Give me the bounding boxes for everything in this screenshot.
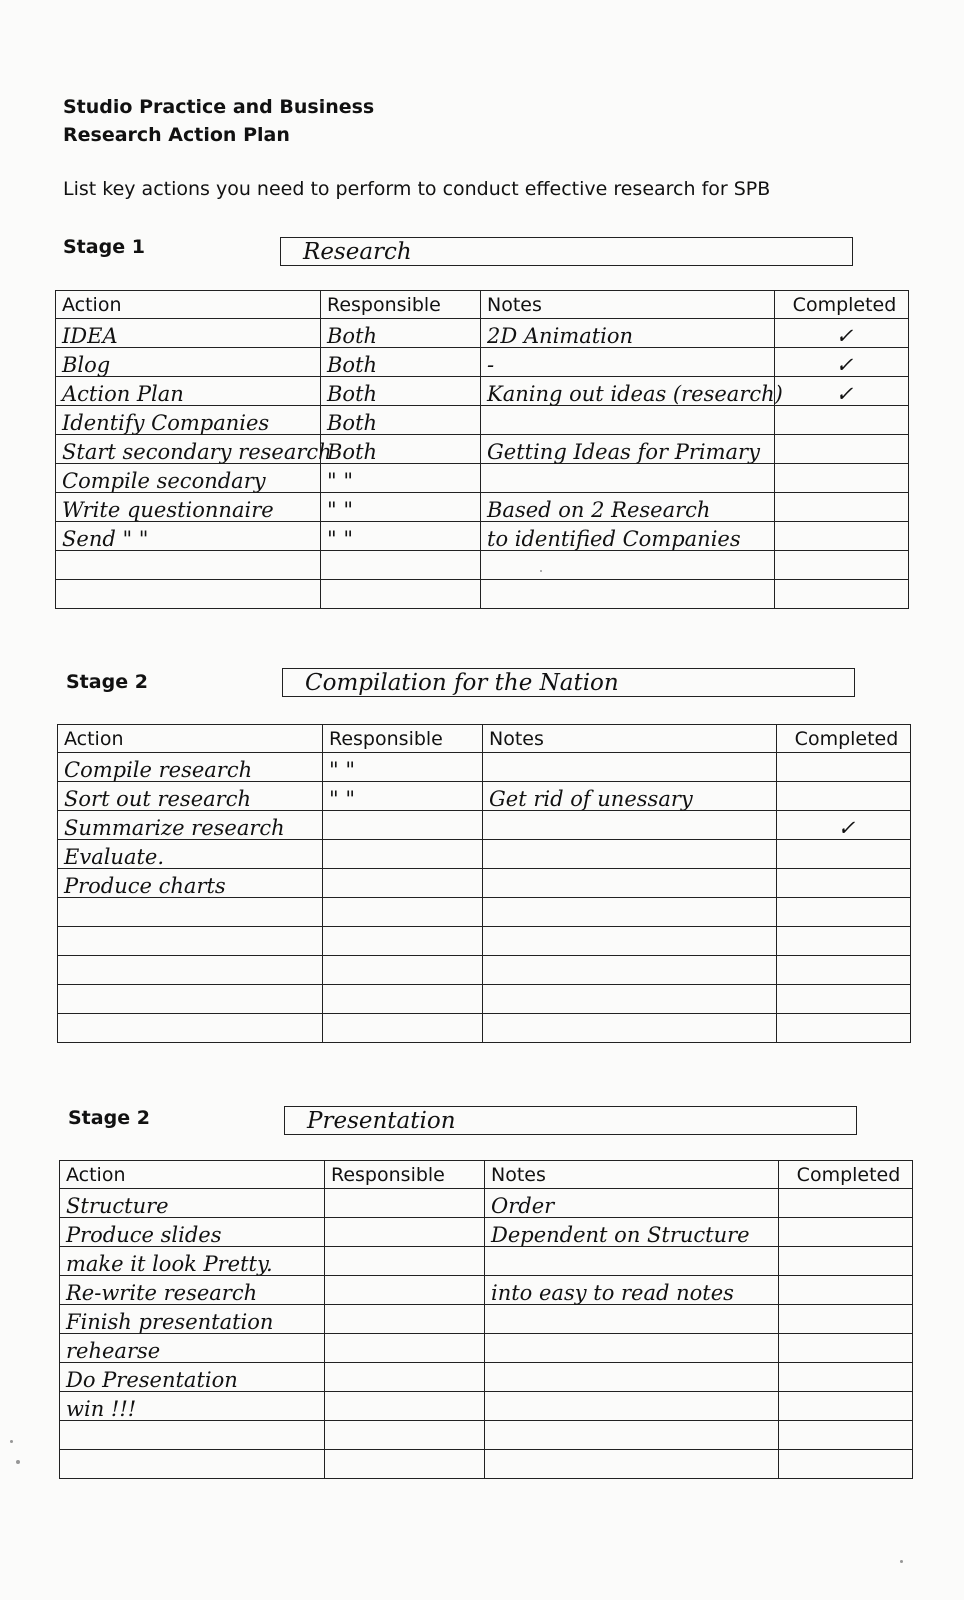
cell-action: Summarize research [58, 811, 323, 840]
cell-notes [481, 580, 775, 609]
cell-completed [777, 753, 911, 782]
cell-responsible: Both [321, 377, 481, 406]
document-title-line2: Research Action Plan [63, 124, 290, 146]
table-row [60, 1421, 913, 1450]
cell-action: Structure [60, 1189, 325, 1218]
cell-action [58, 1014, 323, 1043]
table-row [58, 782, 911, 811]
table-row [60, 1247, 913, 1276]
cell-responsible [323, 1014, 483, 1043]
table-row [58, 869, 911, 898]
column-header-responsible: Responsible [323, 725, 483, 753]
table-row [56, 435, 909, 464]
stage-1-table [55, 290, 909, 609]
stage-1-label: Stage 1 [63, 236, 145, 258]
stage-3-table [59, 1160, 913, 1479]
cell-responsible: " " [321, 493, 481, 522]
column-header-notes: Notes [481, 291, 775, 319]
cell-completed [777, 782, 911, 811]
cell-completed [779, 1421, 913, 1450]
cell-completed: ✓ [775, 348, 909, 377]
cell-responsible: Both [321, 406, 481, 435]
table-row [56, 348, 909, 377]
cell-completed [775, 493, 909, 522]
cell-notes [481, 406, 775, 435]
cell-action [56, 551, 321, 580]
table-row [60, 1218, 913, 1247]
table-row [58, 956, 911, 985]
table-row [60, 1276, 913, 1305]
cell-responsible [325, 1305, 485, 1334]
cell-action: Compile research [58, 753, 323, 782]
cell-action: Evaluate. [58, 840, 323, 869]
cell-completed [779, 1334, 913, 1363]
table-row [58, 985, 911, 1014]
stage-3-label: Stage 2 [68, 1107, 150, 1129]
cell-action: Start secondary research [56, 435, 321, 464]
cell-action [56, 580, 321, 609]
table-row [60, 1305, 913, 1334]
cell-responsible [325, 1363, 485, 1392]
paper-speck [540, 570, 542, 572]
cell-action: Send " " [56, 522, 321, 551]
cell-completed [775, 580, 909, 609]
cell-notes [483, 753, 777, 782]
cell-action: make it look Pretty. [60, 1247, 325, 1276]
cell-action: rehearse [60, 1334, 325, 1363]
cell-action [60, 1450, 325, 1479]
column-header-notes: Notes [485, 1161, 779, 1189]
cell-responsible [321, 551, 481, 580]
cell-action [58, 927, 323, 956]
cell-responsible [325, 1276, 485, 1305]
table-header-row [58, 725, 911, 753]
stage-2-name: Compilation for the Nation [305, 670, 619, 696]
cell-completed [779, 1450, 913, 1479]
cell-notes: Getting Ideas for Primary [481, 435, 775, 464]
table-row [60, 1189, 913, 1218]
cell-action [58, 898, 323, 927]
table-row [56, 551, 909, 580]
cell-responsible [321, 580, 481, 609]
cell-completed: ✓ [777, 811, 911, 840]
cell-action: win !!! [60, 1392, 325, 1421]
table-row [58, 840, 911, 869]
cell-completed [777, 956, 911, 985]
cell-notes: - [481, 348, 775, 377]
cell-responsible [325, 1218, 485, 1247]
cell-action [60, 1421, 325, 1450]
cell-notes [485, 1421, 779, 1450]
cell-notes [485, 1305, 779, 1334]
cell-responsible [323, 869, 483, 898]
cell-action: Produce charts [58, 869, 323, 898]
cell-notes [483, 840, 777, 869]
cell-completed [779, 1392, 913, 1421]
cell-action: Finish presentation [60, 1305, 325, 1334]
cell-completed [779, 1276, 913, 1305]
column-header-responsible: Responsible [325, 1161, 485, 1189]
cell-completed [777, 869, 911, 898]
cell-notes: Order [485, 1189, 779, 1218]
cell-responsible: Both [321, 319, 481, 348]
cell-notes [483, 869, 777, 898]
cell-action: Action Plan [56, 377, 321, 406]
table-header-row [60, 1161, 913, 1189]
cell-notes: Kaning out ideas (research) [481, 377, 775, 406]
table-row [56, 464, 909, 493]
cell-notes [483, 898, 777, 927]
column-header-action: Action [58, 725, 323, 753]
cell-notes [485, 1450, 779, 1479]
cell-responsible [323, 898, 483, 927]
column-header-action: Action [60, 1161, 325, 1189]
cell-action: Produce slides [60, 1218, 325, 1247]
table-row [58, 927, 911, 956]
cell-responsible [323, 840, 483, 869]
document-title-line1: Studio Practice and Business [63, 96, 375, 118]
cell-completed [779, 1218, 913, 1247]
cell-completed [777, 840, 911, 869]
cell-responsible [325, 1450, 485, 1479]
cell-completed [779, 1247, 913, 1276]
cell-action [58, 985, 323, 1014]
cell-action: Sort out research [58, 782, 323, 811]
stage-1-name-box [280, 237, 853, 266]
paper-speck [900, 1560, 903, 1563]
cell-notes: Get rid of unessary [483, 782, 777, 811]
cell-responsible [325, 1392, 485, 1421]
cell-action: IDEA [56, 319, 321, 348]
cell-completed [779, 1305, 913, 1334]
cell-responsible [325, 1189, 485, 1218]
cell-notes: Dependent on Structure [485, 1218, 779, 1247]
table-row [58, 753, 911, 782]
cell-action: Write questionnaire [56, 493, 321, 522]
cell-responsible [323, 985, 483, 1014]
cell-responsible [325, 1334, 485, 1363]
cell-notes [481, 464, 775, 493]
stage-3-name: Presentation [307, 1108, 456, 1134]
table-row [56, 406, 909, 435]
instructions-text: List key actions you need to perform to conduct effective research for SPB [63, 178, 771, 200]
table-row [58, 898, 911, 927]
stage-2-name-box [282, 668, 855, 697]
table-row [56, 493, 909, 522]
cell-action: Blog [56, 348, 321, 377]
cell-notes [483, 811, 777, 840]
column-header-completed: Completed [779, 1161, 913, 1189]
cell-action: Do Presentation [60, 1363, 325, 1392]
table-row [56, 319, 909, 348]
table-row [60, 1363, 913, 1392]
cell-responsible: " " [321, 464, 481, 493]
cell-notes [483, 927, 777, 956]
stage-2-table [57, 724, 911, 1043]
table-row [58, 1014, 911, 1043]
table-row [56, 580, 909, 609]
cell-notes [485, 1247, 779, 1276]
column-header-responsible: Responsible [321, 291, 481, 319]
cell-notes [483, 1014, 777, 1043]
table-row [60, 1392, 913, 1421]
paper-speck [10, 1440, 13, 1443]
cell-responsible [323, 956, 483, 985]
cell-notes: to identified Companies [481, 522, 775, 551]
cell-notes [485, 1392, 779, 1421]
stage-1-name: Research [303, 239, 412, 265]
table-header-row [56, 291, 909, 319]
table-row [60, 1334, 913, 1363]
cell-completed: ✓ [775, 319, 909, 348]
cell-action: Compile secondary [56, 464, 321, 493]
cell-responsible [325, 1421, 485, 1450]
cell-completed: ✓ [775, 377, 909, 406]
cell-completed [775, 551, 909, 580]
cell-notes: Based on 2 Research [481, 493, 775, 522]
paper-speck [16, 1460, 20, 1464]
cell-responsible: " " [321, 522, 481, 551]
column-header-completed: Completed [775, 291, 909, 319]
cell-action: Re-write research [60, 1276, 325, 1305]
cell-action [58, 956, 323, 985]
table-row [60, 1450, 913, 1479]
cell-completed [779, 1363, 913, 1392]
cell-completed [777, 898, 911, 927]
cell-completed [775, 464, 909, 493]
cell-completed [775, 522, 909, 551]
cell-responsible [323, 927, 483, 956]
cell-responsible: " " [323, 782, 483, 811]
table-row [58, 811, 911, 840]
cell-notes: into easy to read notes [485, 1276, 779, 1305]
cell-completed [777, 985, 911, 1014]
cell-responsible: " " [323, 753, 483, 782]
cell-notes: 2D Animation [481, 319, 775, 348]
cell-completed [777, 1014, 911, 1043]
cell-notes [483, 985, 777, 1014]
cell-responsible: Both [321, 435, 481, 464]
cell-completed [779, 1189, 913, 1218]
cell-responsible: Both [321, 348, 481, 377]
stage-2-label: Stage 2 [66, 671, 148, 693]
cell-completed [775, 435, 909, 464]
cell-notes [481, 551, 775, 580]
cell-responsible [325, 1247, 485, 1276]
table-row [56, 377, 909, 406]
cell-responsible [323, 811, 483, 840]
stage-3-name-box [284, 1106, 857, 1135]
cell-notes [485, 1363, 779, 1392]
cell-action: Identify Companies [56, 406, 321, 435]
column-header-action: Action [56, 291, 321, 319]
cell-completed [775, 406, 909, 435]
column-header-notes: Notes [483, 725, 777, 753]
cell-notes [483, 956, 777, 985]
cell-completed [777, 927, 911, 956]
cell-notes [485, 1334, 779, 1363]
column-header-completed: Completed [777, 725, 911, 753]
table-row [56, 522, 909, 551]
